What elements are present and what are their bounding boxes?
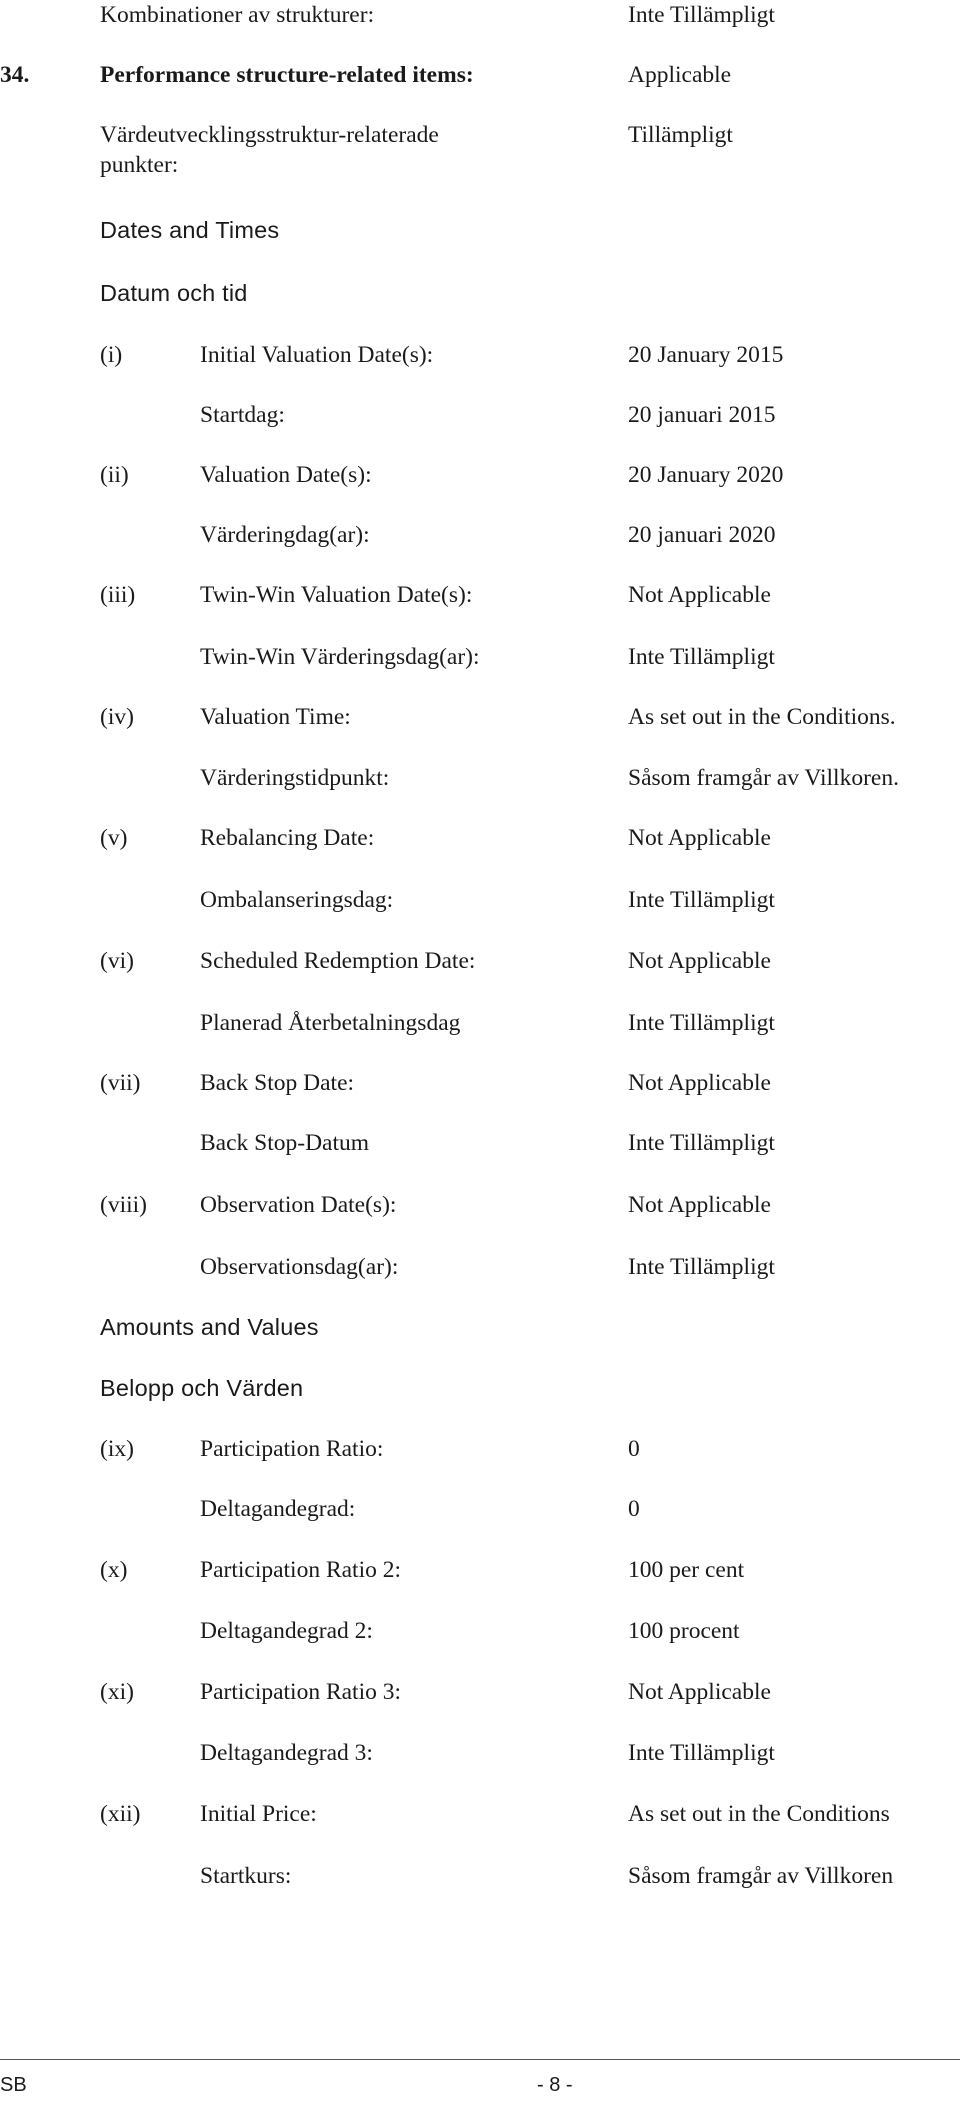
line-25-value: 0 xyxy=(628,1496,640,1522)
line-7-value: 20 januari 2015 xyxy=(628,402,776,428)
line-23-label: Belopp och Värden xyxy=(100,1375,304,1401)
line-26-value: 100 per cent xyxy=(628,1557,745,1583)
line-17-label: Planerad Återbetalningsdag xyxy=(200,1010,461,1036)
line-28-label: Participation Ratio 3: xyxy=(200,1679,402,1705)
line-20-value: Not Applicable xyxy=(628,1192,771,1218)
line-31-value: Såsom framgår av Villkoren xyxy=(628,1863,894,1889)
line-1-value: Applicable xyxy=(628,62,732,88)
line-3-label: punkter: xyxy=(100,152,179,178)
line-14-label: Rebalancing Date: xyxy=(200,825,375,851)
line-0-value: Inte Tillämpligt xyxy=(628,2,775,28)
line-18-value: Not Applicable xyxy=(628,1070,771,1096)
line-12-index: (iv) xyxy=(100,704,134,730)
line-7-label: Startdag: xyxy=(200,402,285,428)
line-2-value: Tillämpligt xyxy=(628,122,733,148)
line-30-value: As set out in the Conditions xyxy=(628,1801,890,1827)
line-19-value: Inte Tillämpligt xyxy=(628,1130,775,1156)
line-14-value: Not Applicable xyxy=(628,825,771,851)
line-12-label: Valuation Time: xyxy=(200,704,351,730)
line-16-label: Scheduled Redemption Date: xyxy=(200,948,476,974)
line-16-index: (vi) xyxy=(100,948,134,974)
line-11-value: Inte Tillämpligt xyxy=(628,644,775,670)
line-8-label: Valuation Date(s): xyxy=(200,462,372,488)
line-4-label: Dates and Times xyxy=(100,217,280,243)
line-11-label: Twin-Win Värderingsdag(ar): xyxy=(200,644,480,670)
line-5-label: Datum och tid xyxy=(100,280,248,306)
line-20-label: Observation Date(s): xyxy=(200,1192,397,1218)
line-8-value: 20 January 2020 xyxy=(628,462,784,488)
line-16-value: Not Applicable xyxy=(628,948,771,974)
line-0-label: Kombinationer av strukturer: xyxy=(100,2,375,28)
line-26-label: Participation Ratio 2: xyxy=(200,1557,402,1583)
line-18-label: Back Stop Date: xyxy=(200,1070,355,1096)
line-24-label: Participation Ratio: xyxy=(200,1436,384,1462)
line-13-value: Såsom framgår av Villkoren. xyxy=(628,765,899,791)
line-27-label: Deltagandegrad 2: xyxy=(200,1618,373,1644)
line-10-label: Twin-Win Valuation Date(s): xyxy=(200,582,473,608)
line-6-index: (i) xyxy=(100,342,123,368)
footer-left-code: SB xyxy=(0,2074,27,2096)
line-17-value: Inte Tillämpligt xyxy=(628,1010,775,1036)
footer-rule xyxy=(0,2059,960,2060)
line-22-label: Amounts and Values xyxy=(100,1314,319,1340)
line-1-number: 34. xyxy=(0,62,30,88)
line-12-value: As set out in the Conditions. xyxy=(628,704,896,730)
line-8-index: (ii) xyxy=(100,462,129,488)
line-1-label: Performance structure-related items: xyxy=(100,62,474,88)
line-9-label: Värderingdag(ar): xyxy=(200,522,370,548)
line-28-index: (xi) xyxy=(100,1679,134,1705)
line-13-label: Värderingstidpunkt: xyxy=(200,765,390,791)
line-6-value: 20 January 2015 xyxy=(628,342,784,368)
line-10-index: (iii) xyxy=(100,582,136,608)
line-20-index: (viii) xyxy=(100,1192,147,1218)
line-28-value: Not Applicable xyxy=(628,1679,771,1705)
line-24-index: (ix) xyxy=(100,1436,134,1462)
line-15-value: Inte Tillämpligt xyxy=(628,887,775,913)
line-6-label: Initial Valuation Date(s): xyxy=(200,342,434,368)
line-25-label: Deltagandegrad: xyxy=(200,1496,356,1522)
line-29-value: Inte Tillämpligt xyxy=(628,1740,775,1766)
page-number: - 8 - xyxy=(537,2074,573,2096)
line-9-value: 20 januari 2020 xyxy=(628,522,776,548)
line-21-label: Observationsdag(ar): xyxy=(200,1254,399,1280)
line-30-label: Initial Price: xyxy=(200,1801,317,1827)
line-31-label: Startkurs: xyxy=(200,1863,292,1889)
line-10-value: Not Applicable xyxy=(628,582,771,608)
line-2-label: Värdeutvecklingsstruktur-relaterade xyxy=(100,122,439,148)
line-14-index: (v) xyxy=(100,825,128,851)
line-24-value: 0 xyxy=(628,1436,640,1462)
line-26-index: (x) xyxy=(100,1557,128,1583)
line-30-index: (xii) xyxy=(100,1801,141,1827)
line-21-value: Inte Tillämpligt xyxy=(628,1254,775,1280)
line-27-value: 100 procent xyxy=(628,1618,740,1644)
line-19-label: Back Stop-Datum xyxy=(200,1130,370,1156)
line-15-label: Ombalanseringsdag: xyxy=(200,887,394,913)
line-29-label: Deltagandegrad 3: xyxy=(200,1740,373,1766)
line-18-index: (vii) xyxy=(100,1070,141,1096)
